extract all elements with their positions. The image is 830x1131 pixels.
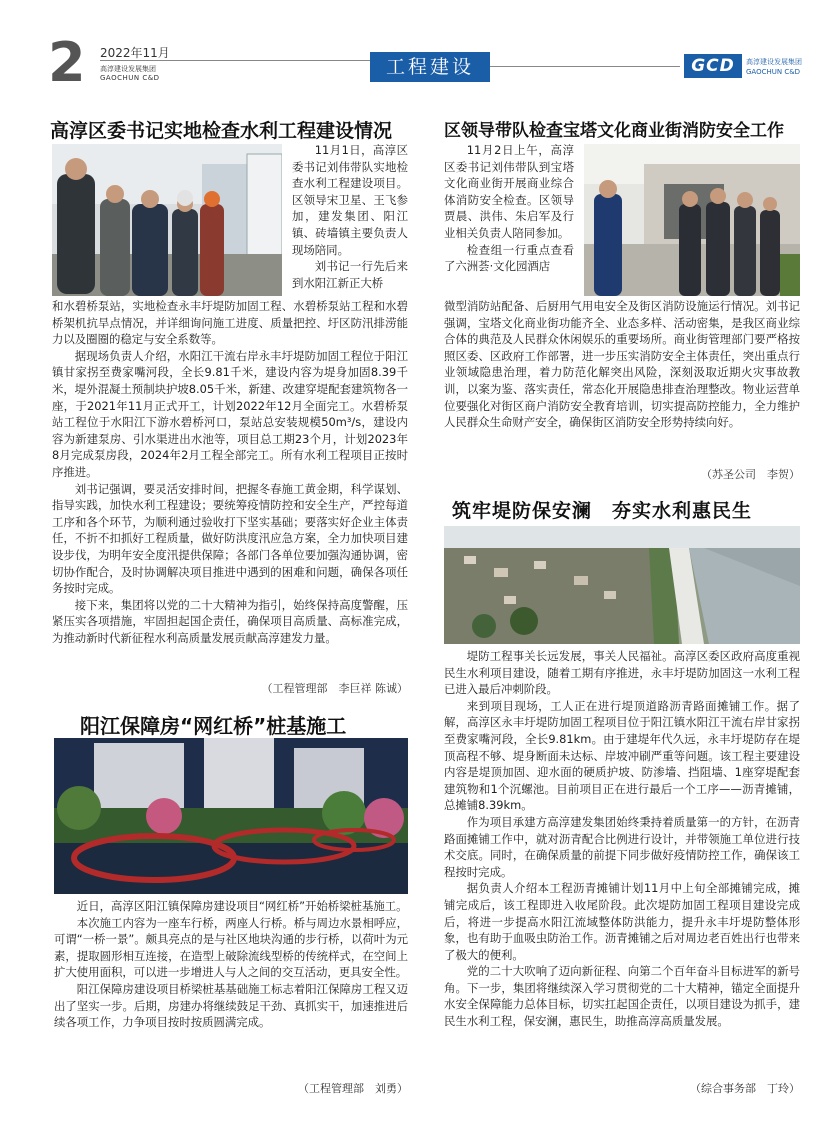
paragraph: 党的二十大吹响了迈向新征程、向第二个百年奋斗目标进军的新号角。下一步，集团将继续深入学习贯彻党的二十大精神，锚定全面提升水安全保障能力总体目标，切实扛起国企责任，以项目建设为抓手，建民生水利工程，保安澜，惠民生，助推高淳高质量发展。 [444,964,800,1029]
logo-name-en: GAOCHUN C&D [746,68,801,76]
article2-headline: 阳江保障房“网红桥”桩基施工 [80,714,347,738]
article1-headline: 高淳区委书记实地检查水利工程建设情况 [50,120,393,142]
article2-text [54,898,408,1031]
article3-byline: （苏圣公司 李贺） [701,468,800,481]
paragraph: 刘书记一行先后来到水阳江新正大桥 [292,259,408,290]
paragraph: 阳江保障房建设项目桥梁桩基基础施工标志着阳江保障房工程又迈出了坚实一步。后期，房建办将继续鼓足干劲、真抓实干，加速推进后续各项工作，力争项目按时按质圆满完成。 [54,981,408,1030]
paragraph: 刘书记强调，要灵活安排时间，把握冬春施工黄金期，科学谋划、指导实践，加快水利工程建设；要统筹疫情防控和安全生产，严控每道工序和各个环节，为顺利通过验收打下坚实基础；要落实好企业主体责任，不折不扣抓好工程质量，做好防洪度汛应急方案，全力加快项目建设步伐，为明年安全度汛提供保障；各部门各单位要加强沟通协调，密切协作配合，及时协调解决项目推进中遇到的困难和问题，确保各项任务按时完成。 [52,481,408,596]
paragraph: 堤防工程事关长远发展，事关人民福祉。高淳区委区政府高度重视民生水利项目建设，随着工期有序推进，永丰圩堤防加固这一水利工程已进入最后冲刺阶段。 [444,649,800,697]
article1-byline: （工程管理部 李巨祥 陈诚） [261,682,408,695]
paragraph: 据负责人介绍本工程沥青摊铺计划11月中上旬全部摊铺完成，摊铺完成后，该工程即进入收尾阶段。此次堤防加固工程项目建设完成后，将进一步提高水阳江流域整体防洪能力，提升永丰圩堤防整体形象，也有助于血吸虫防治工作。沥青摊铺之后对周边老百姓出行也带来了极大的便利。 [444,881,800,962]
article1-photo [52,144,282,296]
article1-text [52,298,408,646]
article4-byline: （综合事务部 丁玲） [690,1082,800,1095]
paragraph: 11月1日，高淳区委书记刘伟带队实地检查水利工程建设项目。区领导宋卫星、王飞参加，建发集团、阳江镇、砖墙镇主要负责人现场陪同。 [292,143,408,257]
article1-narrow-text [292,142,408,291]
article3-narrow-text [444,142,574,275]
article3-text [444,298,800,431]
article4-text [444,648,800,1030]
paragraph: 据现场负责人介绍，水阳江干流右岸永丰圩堤防加固工程位于阳江镇甘家拐至费家嘴河段，全长9.81千米，建设内容为堤身加固8.39千米，堤外混凝土预制块护坡8.05千米，新建、改建穿堤配套建筑物各一座，于2021年11月正式开工，计划2022年12月全面完工。水碧桥泵站工程位于水阳江下游水碧桥河口，泵站总安装规模50m³/s，建设内容为新建泵房、引水渠进出水池等，项目总工期23个月，计划2023年8月完成泵房段，2024年2月工程全部完工。所有水利工程项目正按时序推进。 [52,348,408,479]
paragraph: 本次施工内容为一座车行桥，两座人行桥。桥与周边水景相呼应，可谓“一桥一景”。颇具亮点的是与社区地块沟通的步行桥，以荷叶为元素，提取圆形相互连接，在造型上破除流线型桥的传统样式，在空间上扩大使用面积，可以进一步增进人与人之间的交互活动，更具安全性。 [54,915,408,980]
gcd-logo: GCD [684,54,742,78]
org-name-cn: 高淳建设发展集团 [100,65,156,73]
header-rule-right [490,66,680,67]
logo-name-cn: 高淳建设发展集团 [746,58,802,66]
paragraph: 11月2日上午，高淳区委书记刘伟带队到宝塔文化商业街开展商业综合体消防安全检查。区领导贾晨、洪伟、朱启军及行业相关负责人陪同参加。 [444,143,574,240]
paragraph: 检查组一行重点查看了六洲荟·文化园酒店 [444,242,574,274]
paragraph: 近日，高淳区阳江镇保障房建设项目“网红桥”开始桥梁桩基施工。 [76,899,408,913]
article2-rendering [54,738,408,894]
article3-photo [584,144,800,296]
article3-headline: 区领导带队检查宝塔文化商业街消防安全工作 [444,121,784,141]
paragraph: 接下来，集团将以党的二十大精神为指引，始终保持高度警醒，压紧压实各项措施，牢固担起国企责任，确保项目高质量、高标准完成，为推动新时代新征程水利高质量发展贡献高淳建发力量。 [52,597,408,645]
article2-byline: （工程管理部 刘勇） [298,1082,408,1095]
paragraph: 微型消防站配备、后厨用气用电安全及街区消防设施运行情况。刘书记强调，宝塔文化商业街功能齐全、业态多样、活动密集，是我区商业综合体的典范及人民群众休闲娱乐的重要场所。商业街管理部门要严格按照区委、区政府工作部署，进一步压实消防安全主体责任，突出重点行业领域隐患治理，着力防范化解突出风险，深刻汲取近期火灾事故教训，以案为鉴、落实责任，常态化开展隐患排查治理整改。物业运营单位要强化对街区商户消防安全教育培训，切实提高防控能力，全力维护人民群众生命财产安全，确保街区消防安全形势持续向好。 [444,299,800,430]
paragraph: 来到项目现场，工人正在进行堤顶道路沥青路面摊铺工作。据了解，高淳区永丰圩堤防加固工程项目位于阳江镇水阳江干流右岸甘家拐至费家嘴河段，全长9.81km。由于建堤年代久远，永丰圩堤防存在堤顶高程不够、堤身断面未达标、岸坡冲刷严重等问题。该工程主要建设内容是堤顶加固、迎水面的硬质护坡、防渗墙、挡阻墙、1座穿堤配套建筑物和1个沉螺池。目前项目正在进行最后一个工序——沥青摊铺，总摊铺8.39km。 [444,698,800,813]
page-number: 2 [48,31,86,94]
paragraph: 作为项目承建方高淳建发集团始终秉持着质量第一的方针，在沥青路面摊铺工作中，就对沥青配合比例进行设计，并带领施工单位进行技术交底。同时，在确保质量的前提下同步做好疫情防控工作，确保该工程按时完成。 [444,814,800,879]
paragraph: 和水碧桥泵站，实地检查永丰圩堤防加固工程、水碧桥泵站工程和水碧桥架机抗旱点情况，并详细询问施工进度、质量把控、圩区防汛排涝能力以及圈圈的稳定与安全系数等。 [52,299,408,347]
header-rule-left [100,60,370,61]
article4-aerial-photo [444,526,800,644]
issue-date: 2022年11月 [100,46,170,60]
article4-headline: 筑牢堤防保安澜 夯实水利惠民生 [452,500,753,522]
org-name-en: GAOCHUN C&D [100,74,160,82]
section-title: 工程建设 [370,52,490,82]
